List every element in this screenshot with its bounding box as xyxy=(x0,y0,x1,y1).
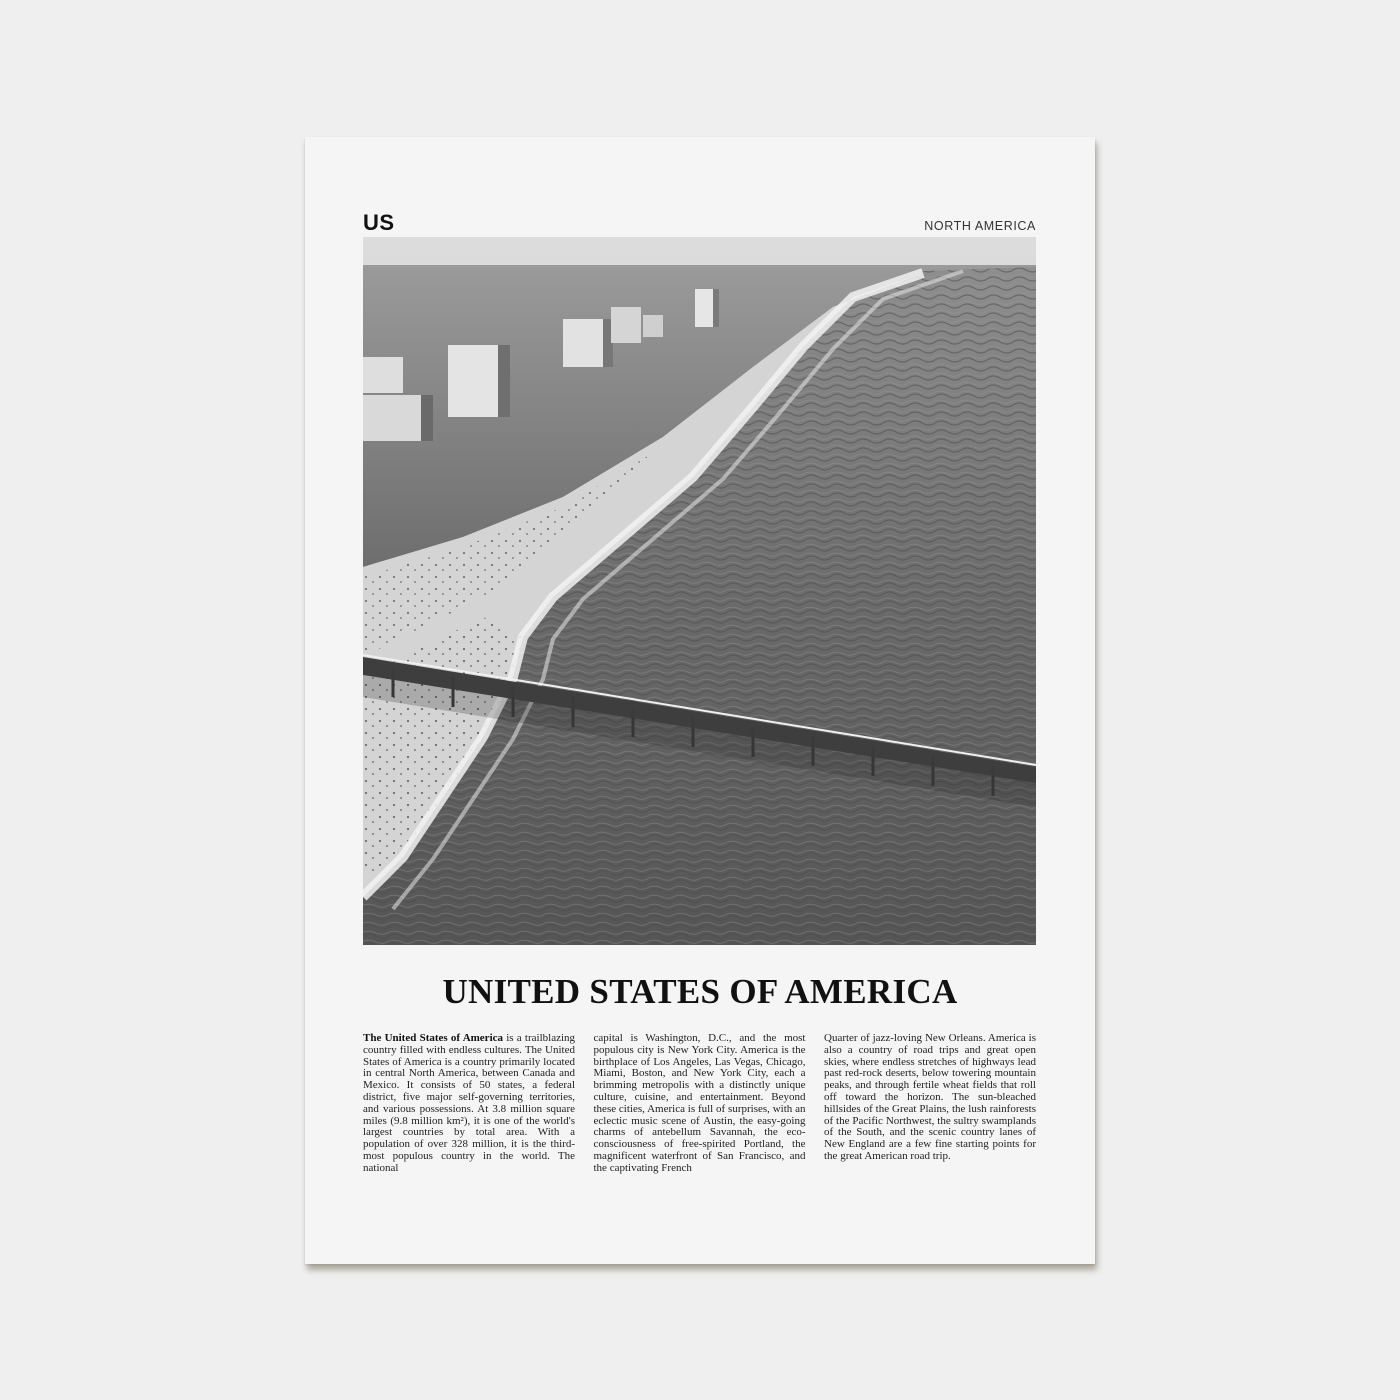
intro-bold: The United States of America xyxy=(363,1032,504,1044)
travel-poster xyxy=(305,137,1095,1264)
description-column-1 xyxy=(363,1033,575,1175)
beach-pier-aerial-photo xyxy=(363,237,1036,945)
region-label: NORTH AMERICA xyxy=(924,219,1036,233)
column-1-text: is a trailblazing country filled with endless cultures. The United States of America is a country primarily located in central North America, between Canada and Mexico. It consists of 50 states, a federal district, five major self-governing territories, and various possessions. At 3.8 million square miles (9.8 million km²), it is one of the world's largest countries by total area. With a population of over 328 million, it is the third-most populous country in the world. The national xyxy=(363,1032,576,1174)
description-column-3: Quarter of jazz-loving New Orleans. America is also a country of road trips and great open skies, where endless stretches of highways lead past red-rock deserts, below towering mountain peaks, and through fertile wheat fields that roll off toward the horizon. The sun-bleached hillsides of the Great Plains, the lush rainforests of the Pacific Northwest, the sultry swamplands of the South, and the scenic country lanes of New England are a few fine starting points for the great American road trip. xyxy=(824,1032,1036,1162)
poster-title: UNITED STATES OF AMERICA xyxy=(442,972,958,1011)
country-code: US xyxy=(363,210,395,235)
description-columns xyxy=(363,1033,1036,1175)
description-column-2: capital is Washington, D.C., and the most populous city is New York City. America is the birthplace of Los Angeles, Las Vegas, Chicago, Miami, Boston, and New York City, each a brimming metropolis with a distinctly unique culture, cuisine, and entertainment. Beyond these cities, America is full of surprises, with an eclectic music scene of Austin, the easy-going charms of antebellum Savannah, the eco-consciousness of free-spirited Portland, the magnificent waterfront of San Francisco, and the captivating French xyxy=(593,1032,806,1174)
